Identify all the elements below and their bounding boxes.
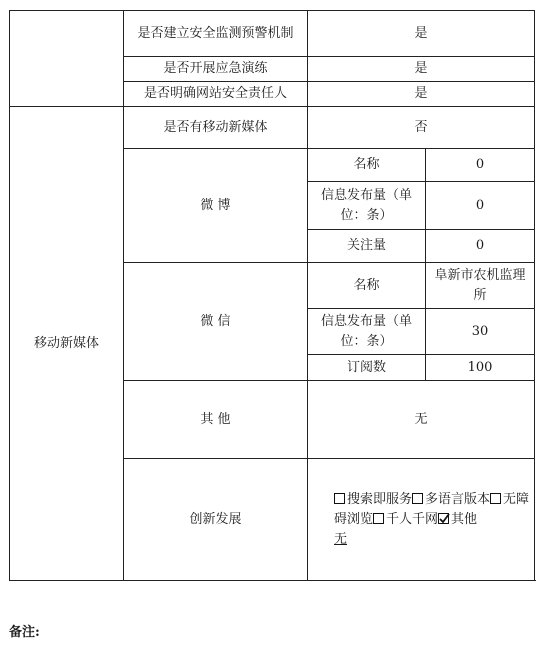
wechat-posts-value: 30 [426, 309, 535, 355]
checkbox-label: 其他 [451, 511, 478, 527]
wechat-subs-label: 订阅数 [308, 355, 426, 381]
table-row [10, 11, 535, 57]
weibo-label: 微 博 [124, 149, 308, 263]
weibo-posts-label: 信息发布量（单位：条） [308, 182, 426, 230]
other-media-label: 其 他 [124, 381, 308, 459]
checkbox-label: 千人千网 [386, 511, 439, 527]
checkbox-label: 无障碍浏览 [334, 491, 530, 527]
other-media-value: 无 [308, 381, 535, 459]
blank-cell [10, 11, 124, 107]
wechat-label: 微 信 [124, 263, 308, 381]
checkbox-label: 搜索即服务 [347, 491, 413, 507]
owner-question: 是否明确网站安全责任人 [124, 82, 308, 107]
checkbox-label: 多语言版本 [425, 491, 491, 507]
weibo-name-label: 名称 [308, 149, 426, 182]
mobile-media-label: 移动新媒体 [10, 107, 124, 581]
weibo-name-value: 0 [426, 149, 535, 182]
weibo-followers-value: 0 [426, 230, 535, 263]
wechat-name-label: 名称 [308, 263, 426, 309]
note-label: 备注: [9, 625, 40, 640]
warning-answer: 是 [308, 11, 535, 57]
option-list [334, 492, 529, 527]
drill-question: 是否开展应急演练 [124, 57, 308, 82]
innovation-other-text: 无 [334, 531, 348, 547]
wechat-name-value: 阜新市农机监理所 [426, 263, 535, 309]
wechat-subs-value: 100 [426, 355, 535, 381]
wechat-posts-label: 信息发布量（单位：条） [308, 309, 426, 355]
weibo-followers-label: 关注量 [308, 230, 426, 263]
table-row [10, 107, 535, 149]
warning-question: 是否建立安全监测预警机制 [124, 11, 308, 57]
report-table [9, 10, 535, 581]
checkbox[interactable] [334, 493, 345, 504]
has-mobile-question: 是否有移动新媒体 [124, 107, 308, 149]
weibo-posts-value: 0 [426, 182, 535, 230]
drill-answer: 是 [308, 57, 535, 82]
checkbox[interactable] [490, 493, 501, 504]
checkbox[interactable] [373, 513, 384, 524]
owner-answer: 是 [308, 82, 535, 107]
innovation-options [308, 459, 535, 581]
checked-checkbox[interactable] [438, 513, 449, 524]
innovation-label: 创新发展 [124, 459, 308, 581]
checkbox[interactable] [412, 493, 423, 504]
has-mobile-answer: 否 [308, 107, 535, 149]
